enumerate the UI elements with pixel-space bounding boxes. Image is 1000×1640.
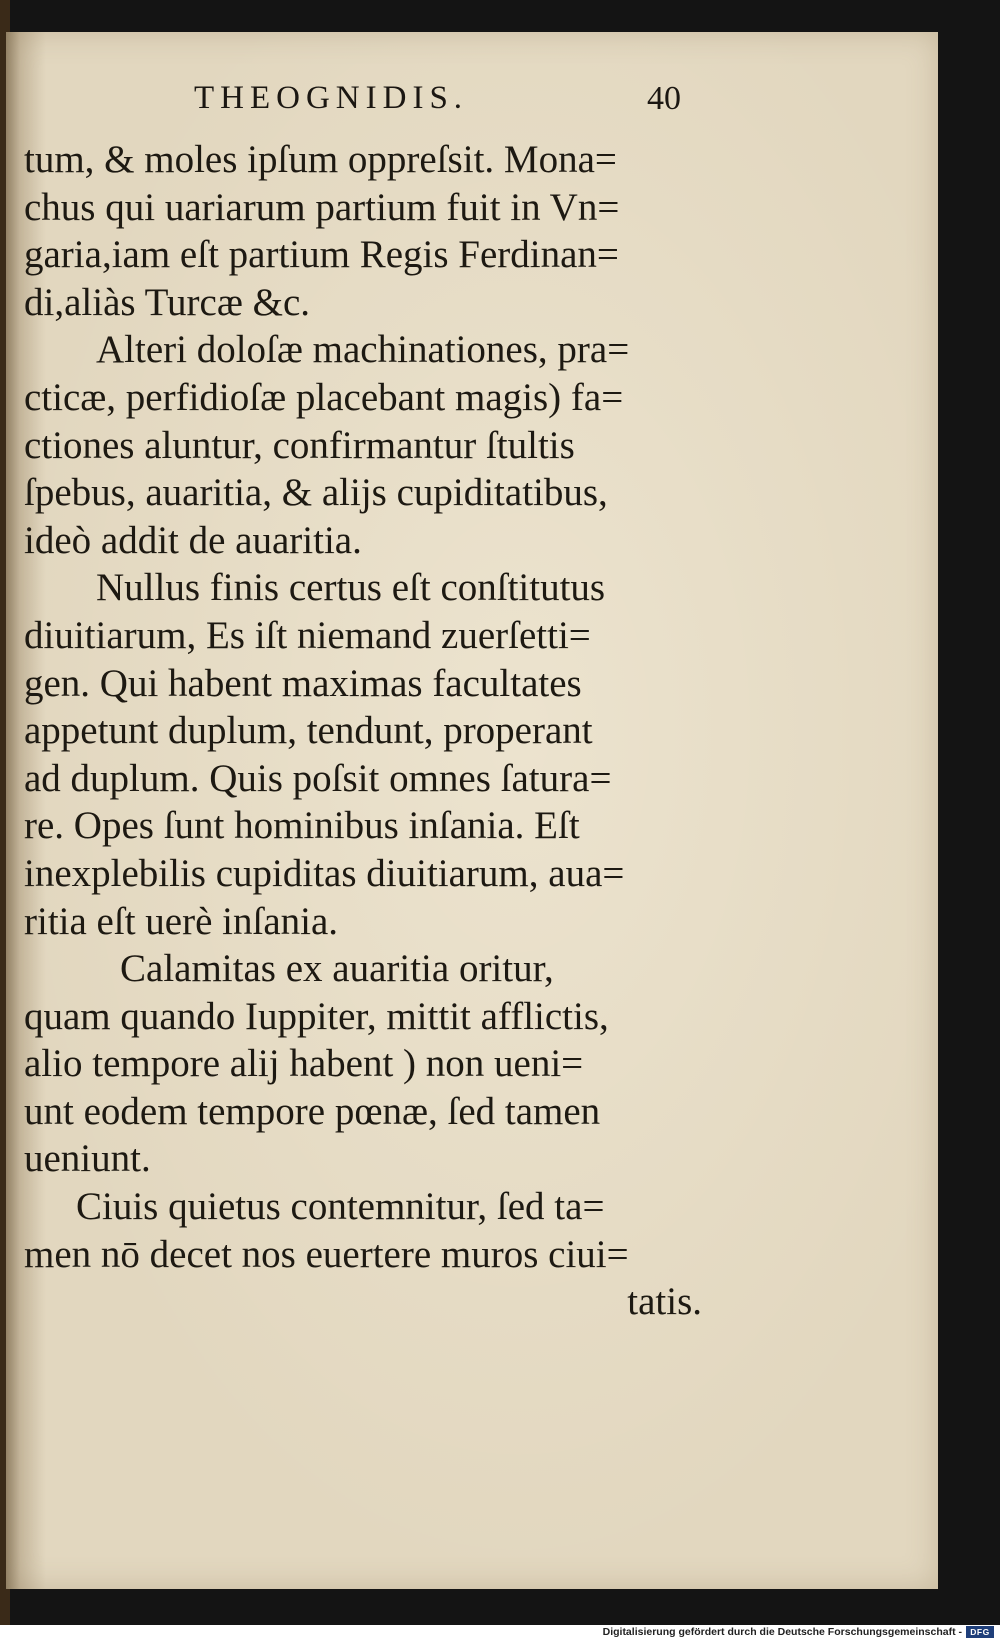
text-line: quam quando Iuppiter, mittit afflictis, — [24, 994, 609, 1038]
text-line: ctiones aluntur, confirmantur ſtultis — [24, 423, 575, 467]
text-line: gen. Qui habent maximas facultates — [24, 661, 582, 705]
text-line: inexplebilis cupiditas diuitiarum, aua= — [24, 851, 625, 895]
text-line: di,aliàs Turcæ &c. — [24, 280, 311, 324]
text-line: tatis. — [627, 1280, 702, 1324]
text-line: Nullus finis certus eſt conſtitutus — [96, 566, 606, 610]
text-line: men nō decet nos euertere muros ciui= — [24, 1232, 629, 1276]
credit-footer — [0, 1625, 1000, 1640]
page-header — [6, 80, 938, 130]
text-line: Ciuis quietus contemnitur, ſed ta= — [76, 1185, 605, 1229]
text-line: Calamitas ex auaritia oritur, — [120, 947, 554, 991]
funding-credit: Digitalisierung gefördert durch die Deutsche Forschungsgemeinschaft - — [602, 1626, 962, 1638]
body-text — [24, 136, 702, 1326]
text-line: unt eodem tempore pœnæ, ſed tamen — [24, 1089, 601, 1133]
text-line: garia,iam eſt partium Regis Ferdinan= — [24, 233, 619, 277]
text-line: diuitiarum, Es iſt niemand zuerſetti= — [24, 613, 591, 657]
book-page — [6, 32, 938, 1589]
text-line: appetunt duplum, tendunt, properant — [24, 709, 593, 753]
text-line: re. Opes ſunt hominibus inſania. Eſt — [24, 804, 580, 848]
text-line: ſpebus, auaritia, & aliјs cupiditatibus, — [24, 471, 608, 515]
text-line: ueniunt. — [24, 1137, 151, 1181]
dfg-logo[interactable]: DFG — [966, 1626, 994, 1638]
text-line: ideò addit de auaritia. — [24, 518, 362, 562]
text-line: chus qui uariarum partium fuit in Vn= — [24, 185, 620, 229]
text-line: ad duplum. Quis poſsit omnes ſatura= — [24, 756, 612, 800]
running-head: THEOGNIDIS. — [194, 80, 469, 116]
page-number: 40 — [647, 80, 681, 117]
text-line: tum, & moles ipſum oppreſsit. Mona= — [24, 138, 617, 181]
text-line: alio tempore aliј habent ) non ueni= — [24, 1042, 584, 1086]
text-line: cticæ, perfidioſæ placebant magis) fa= — [24, 375, 624, 419]
text-line: Alteri doloſæ machinationes, pra= — [96, 328, 630, 372]
text-line: ritia eſt uerè inſania. — [24, 899, 339, 943]
